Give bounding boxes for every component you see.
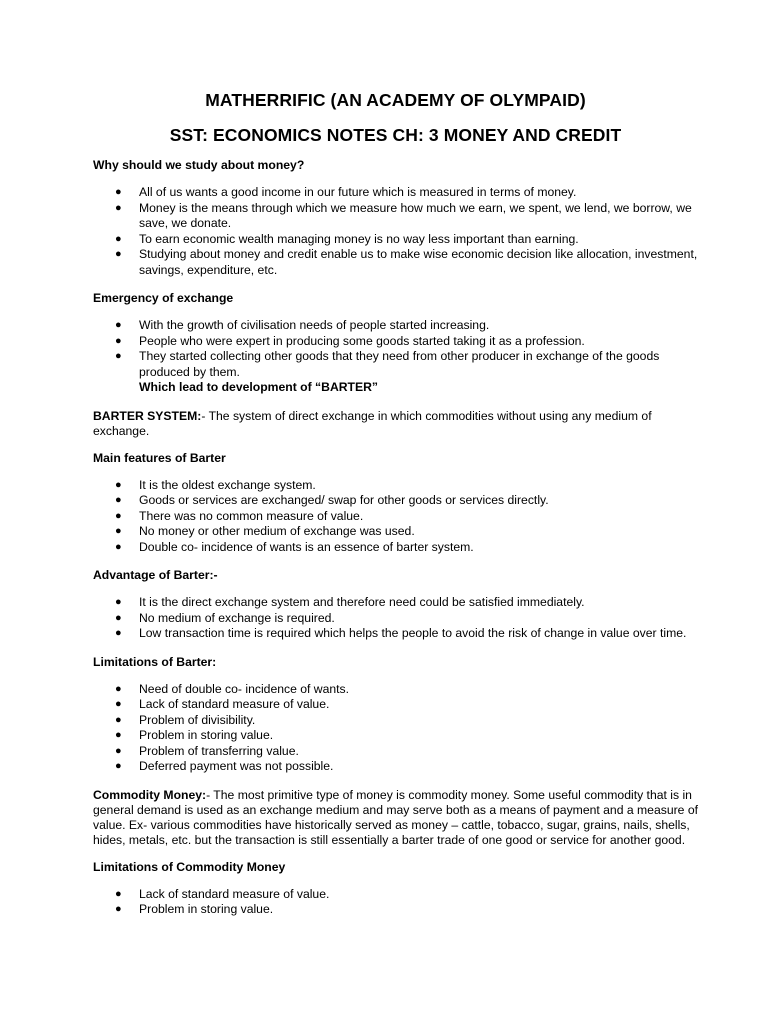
list-item: ● No money or other medium of exchange was used. <box>115 524 415 538</box>
list-item: ● Money is the means through which we measure how much we earn, we spent, we lend, we borrow, we save, we donate. <box>115 200 692 230</box>
barter-system-definition <box>93 409 698 439</box>
list-item: ● Deferred payment was not possible. <box>115 759 334 773</box>
bullet-icon: ● <box>115 713 122 726</box>
list-item: ● Problem in storing value. <box>115 902 274 916</box>
bullet-icon: ● <box>115 350 122 362</box>
bullet-icon: ● <box>115 248 122 260</box>
bullet-icon: ● <box>115 627 122 639</box>
list-item: ● There was no common measure of value. <box>115 508 364 523</box>
bullet-icon: ● <box>115 334 122 347</box>
bullet-icon: ● <box>115 729 122 741</box>
bullet-icon: ● <box>115 478 122 491</box>
list-item: ● Double co- incidence of wants is an essence of barter system. <box>115 539 474 554</box>
section-heading-advantage: Advantage of Barter:- <box>93 568 218 582</box>
list-item: ● It is the oldest exchange system. <box>115 477 316 492</box>
list-features <box>93 478 698 556</box>
commodity-money-label: Commodity Money: <box>93 787 207 802</box>
list-item: ● It is the direct exchange system and therefore need could be satisfied immediately. <box>115 595 585 609</box>
bullet-icon: ● <box>115 903 122 915</box>
list-item: ● With the growth of civilisation needs of people started increasing. <box>115 318 490 332</box>
list-item: ● They started collecting other goods that they need from other producer in exchange of the goods produced by them. Which lead to development of “BARTER” <box>93 349 698 396</box>
list-commodity-limitations <box>93 887 698 918</box>
document-title: MATHERRIFIC (AN ACADEMY OF OLYMPAID) <box>205 90 586 110</box>
section-heading-emergency: Emergency of exchange <box>93 291 234 305</box>
section-heading-why: Why should we study about money? <box>93 158 305 172</box>
bullet-icon: ● <box>115 698 122 710</box>
bullet-icon: ● <box>115 760 122 772</box>
list-item: ● Studying about money and credit enable us to make wise economic decision like allocation, investment, savings, expenditure, etc. <box>115 247 698 277</box>
list-item: ● Lack of standard measure of value. <box>115 886 330 901</box>
section-heading-features: Main features of Barter <box>93 450 226 465</box>
document-subtitle: SST: ECONOMICS NOTES CH: 3 MONEY AND CREDIT <box>169 125 622 145</box>
bullet-icon: ● <box>115 186 122 198</box>
list-item: ● Problem in storing value. <box>115 728 274 742</box>
bullet-icon: ● <box>115 232 122 245</box>
bullet-icon: ● <box>115 201 122 214</box>
list-item: ● Need of double co- incidence of wants. <box>115 681 350 696</box>
bullet-icon: ● <box>115 611 122 624</box>
list-advantage <box>93 595 698 642</box>
section-heading-limitations: Limitations of Barter: <box>93 654 217 669</box>
list-item: ● Problem of divisibility. <box>115 712 256 727</box>
list-why <box>93 185 698 278</box>
bullet-icon: ● <box>115 319 122 331</box>
bullet-icon: ● <box>115 682 122 695</box>
list-item: ● To earn economic wealth managing money is no way less important than earning. <box>115 231 579 246</box>
commodity-money-text: - The most primitive type of money is commodity money. Some useful commodity that is in general demand is used as an exchange medium and may serve both as a means of payment and a measure of value. Ex- various commodities have historically served as money – cattle, tobacco, sugar, grains, nails, shells, hides, metals, etc. but the transaction is still essentially a barter trade of one good or service for another good. <box>93 787 698 847</box>
bullet-icon: ● <box>115 509 122 522</box>
barter-note: Which lead to development of “BARTER” <box>139 380 379 394</box>
bullet-icon: ● <box>115 525 122 537</box>
section-heading-commodity-limitations: Limitations of Commodity Money <box>93 859 286 874</box>
barter-system-label: BARTER SYSTEM: <box>93 408 202 423</box>
list-emergency <box>93 318 698 396</box>
bullet-icon: ● <box>115 494 122 506</box>
list-item: ● All of us wants a good income in our future which is measured in terms of money. <box>115 185 577 199</box>
list-item: ● Goods or services are exchanged/ swap for other goods or services directly. <box>115 493 549 507</box>
bullet-icon: ● <box>115 540 122 553</box>
list-item: ● Problem of transferring value. <box>115 743 299 758</box>
barter-system-text: - The system of direct exchange in which commodities without using any medium of exchange. <box>93 408 652 438</box>
commodity-money-definition <box>93 788 698 848</box>
list-item: ● No medium of exchange is required. <box>115 610 335 625</box>
list-item: ● Low transaction time is required which helps the people to avoid the risk of change in value over time. <box>115 626 687 640</box>
list-limitations <box>93 682 698 775</box>
bullet-icon: ● <box>115 887 122 900</box>
list-item: ● Lack of standard measure of value. <box>115 697 330 711</box>
bullet-icon: ● <box>115 596 122 608</box>
list-item: ● People who were expert in producing some goods started taking it as a profession. <box>115 333 585 348</box>
bullet-icon: ● <box>115 744 122 757</box>
